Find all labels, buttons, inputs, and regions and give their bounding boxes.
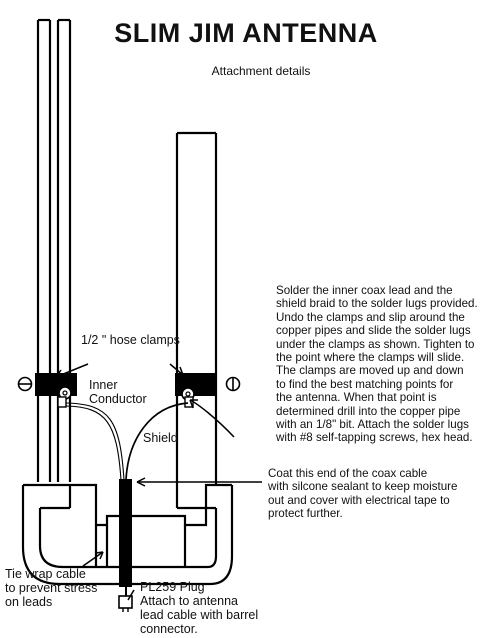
instruction-line: under the clamps as shown. Tighten to bbox=[276, 337, 475, 351]
coat-note: Coat this end of the coax cable with silcone sealant to keep moisture out and cover with electrical tape to protect further. bbox=[268, 467, 458, 521]
page-title: SLIM JIM ANTENNA bbox=[114, 18, 378, 48]
tie-wrap-note: Tie wrap cable to prevent stress on leads bbox=[5, 567, 98, 609]
instruction-line: with #8 self-tapping screws, hex head. bbox=[276, 431, 473, 445]
instruction-line: the point where the clamps will slide. bbox=[276, 351, 465, 365]
hose-clamp-left bbox=[19, 374, 77, 407]
inner-conductor-label: Inner Conductor bbox=[89, 378, 147, 406]
instruction-line: to find the best matching points for bbox=[276, 377, 454, 391]
instruction-line: shield braid to the solder lugs provided. bbox=[276, 297, 478, 311]
page-subtitle: Attachment details bbox=[211, 64, 311, 78]
coax-cable bbox=[119, 479, 132, 612]
inner-conductor-wire bbox=[66, 403, 124, 480]
instruction-line: copper pipes and slide the solder lugs bbox=[276, 324, 471, 338]
instruction-line: Undo the clamps and slip around the bbox=[276, 310, 465, 324]
instruction-line: with an 1/8" bit. Attach the solder lugs bbox=[276, 418, 469, 432]
instruction-line: Solder the inner coax lead and the bbox=[276, 284, 453, 297]
instruction-line: determined drill into the copper pipe bbox=[276, 404, 461, 418]
long-element-pipe bbox=[38, 20, 70, 482]
short-element-pipe bbox=[177, 133, 216, 486]
instructions-paragraph bbox=[276, 284, 478, 445]
instruction-line: The clamps are moved up and down bbox=[276, 364, 464, 378]
hose-clamp-right bbox=[176, 374, 240, 407]
shield-label: Shield bbox=[143, 431, 178, 445]
instruction-line: the antenna. When that point is bbox=[276, 391, 437, 405]
pl259-plug-note: PL259 Plug Attach to antenna lead cable with barrel connector. bbox=[140, 580, 259, 636]
hose-clamps-label: 1/2 " hose clamps bbox=[81, 333, 180, 347]
